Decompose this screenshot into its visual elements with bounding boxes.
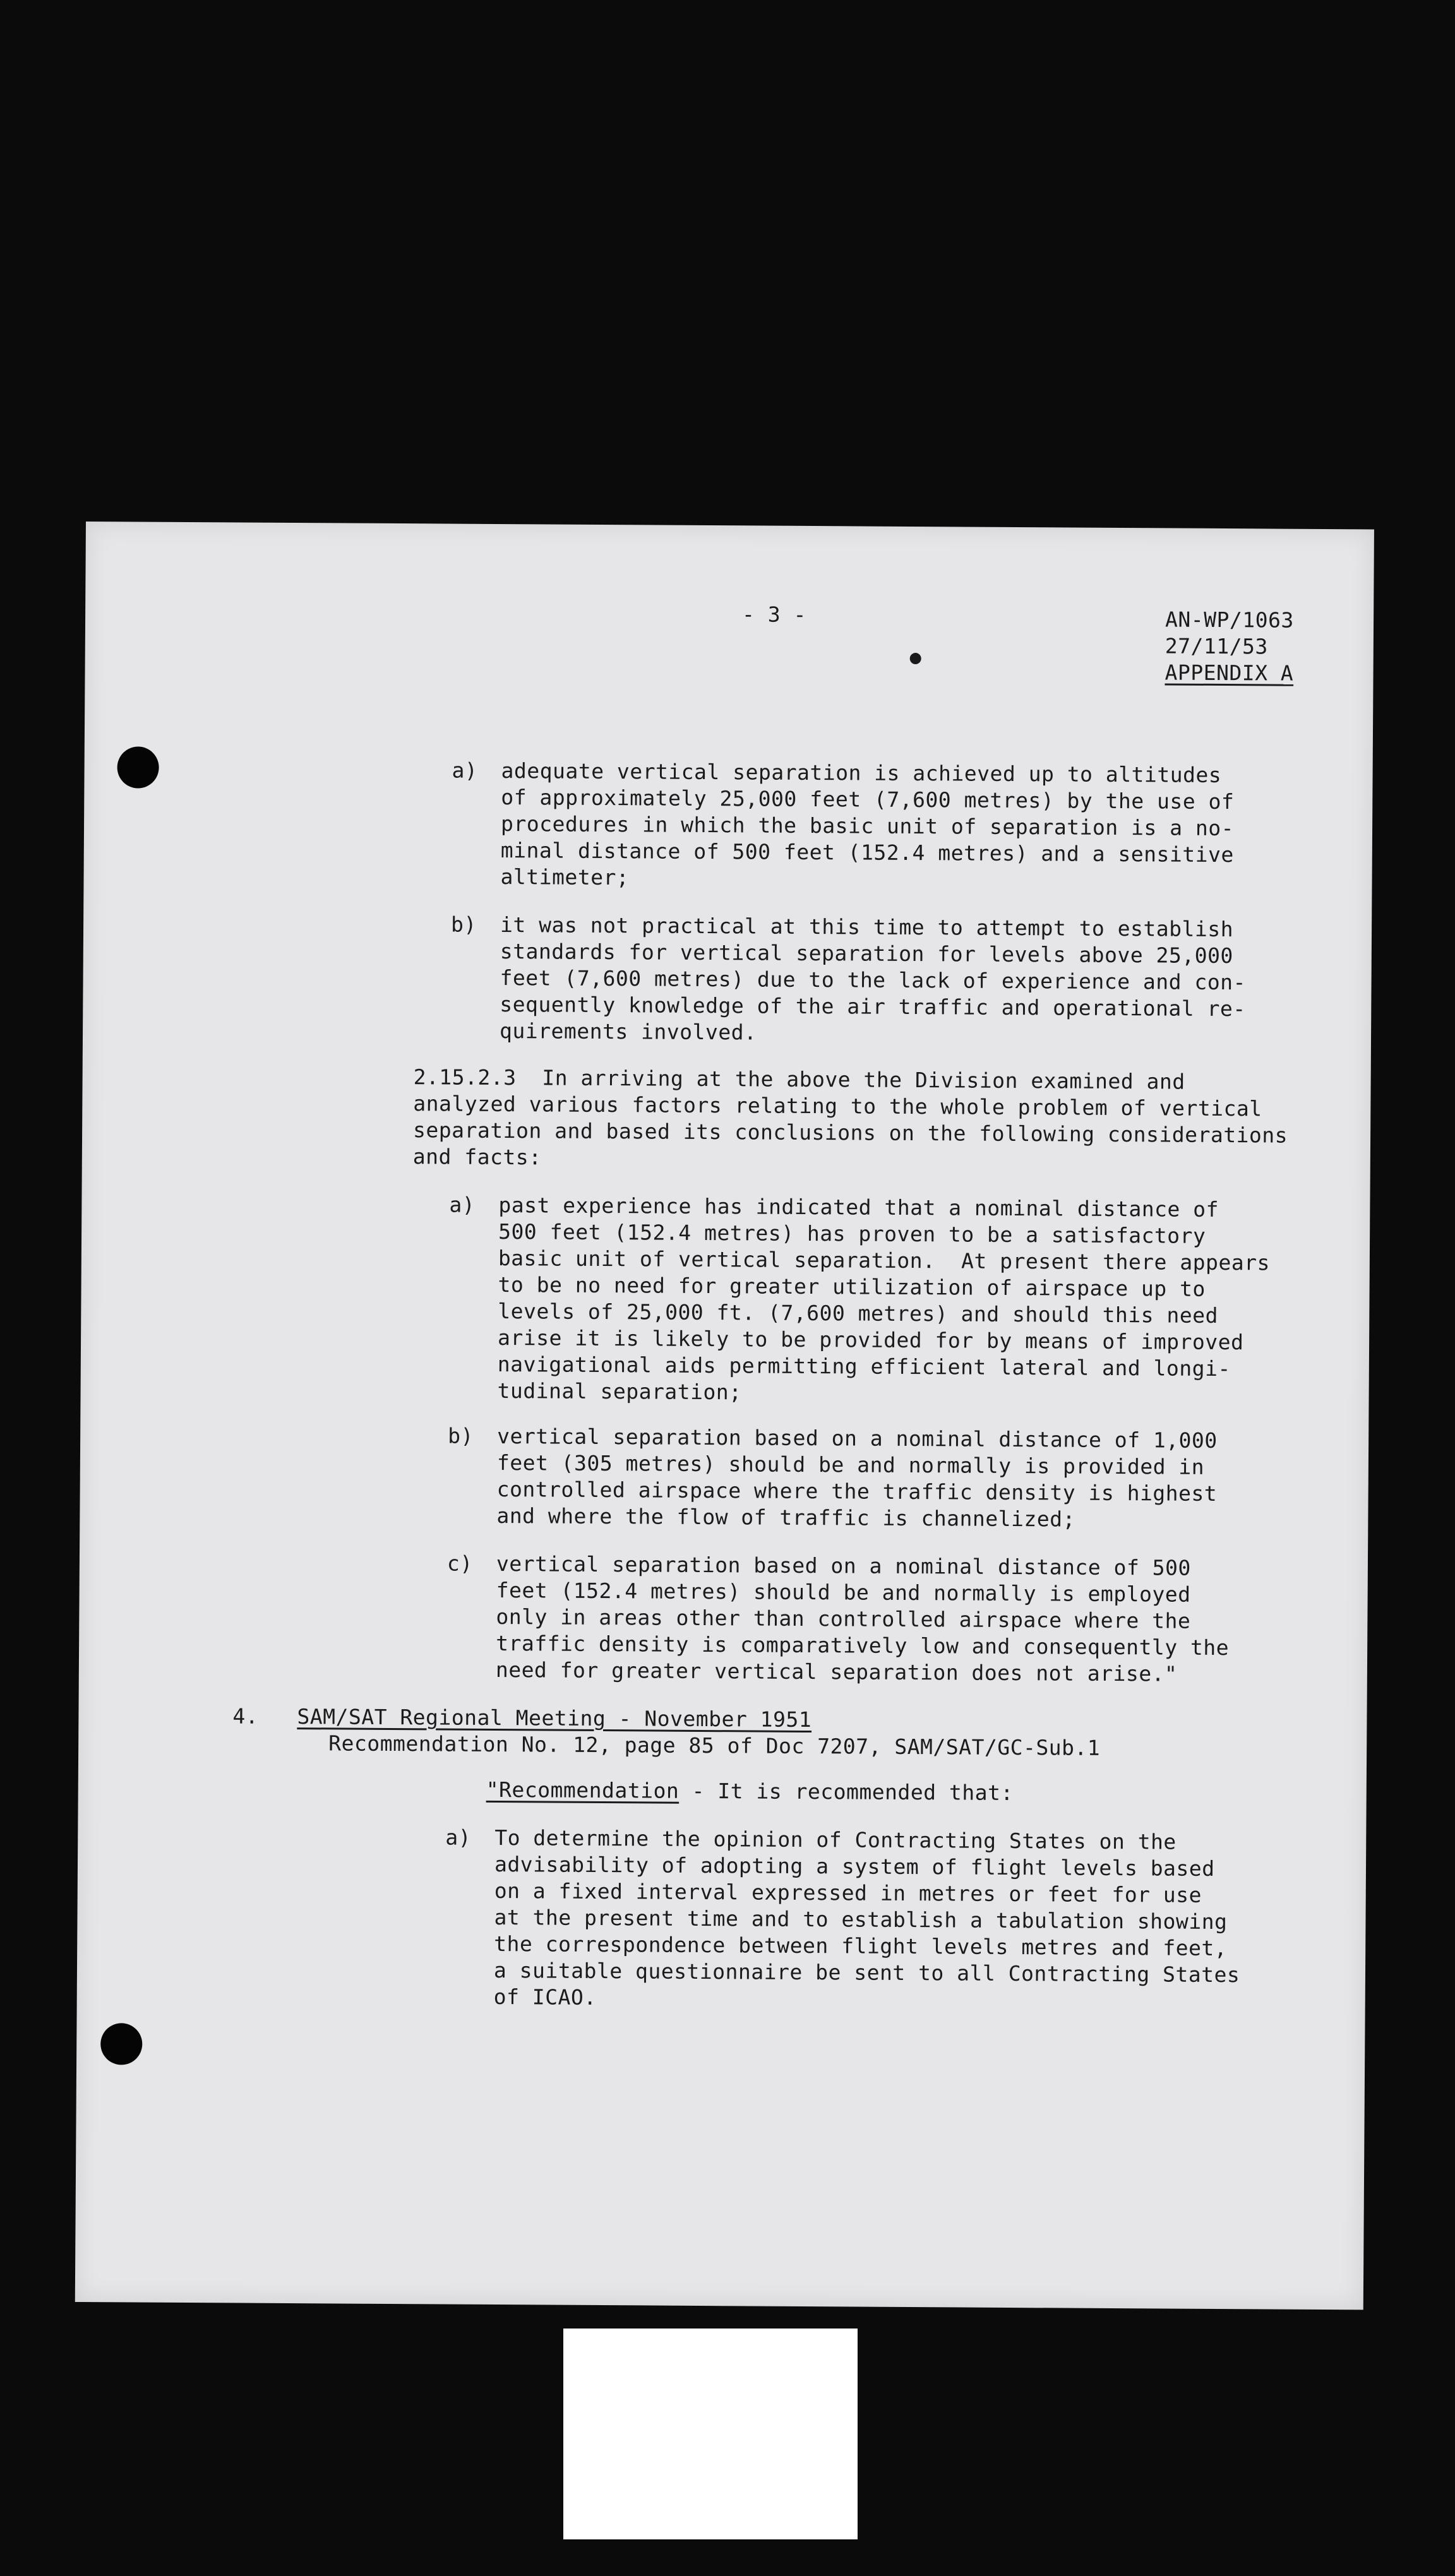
document-date: 27/11/53 — [1165, 633, 1268, 659]
paragraph-line: past experience has indicated that a nominal distance of — [498, 1193, 1219, 1222]
item-number: 4. — [232, 1703, 259, 1729]
blank-label-card — [563, 2329, 858, 2539]
item-label: a) — [445, 1825, 472, 1850]
item-label: a) — [449, 1192, 476, 1217]
item-subheading: Recommendation No. 12, page 85 of Doc 7207, SAM/SAT/GC-Sub.1 — [328, 1731, 1101, 1760]
paragraph-line: quirements involved. — [499, 1018, 757, 1045]
page-number: - 3 - — [742, 602, 807, 627]
paragraph-line: only in areas other than controlled airspace where the — [496, 1604, 1191, 1633]
paragraph-line: traffic density is comparatively low and consequently the — [496, 1630, 1230, 1661]
item-label: b) — [448, 1423, 474, 1448]
document-reference: AN-WP/1063 — [1165, 607, 1294, 633]
paragraph-line: basic unit of vertical separation. At present there appears — [498, 1246, 1271, 1275]
paragraph-line: arise it is likely to be provided for by means of improved — [497, 1325, 1244, 1355]
punch-hole-bottom — [100, 2023, 142, 2065]
paragraph-line: a suitable questionnaire be sent to all Contracting States — [493, 1957, 1240, 1988]
paragraph-line: at the present time and to establish a tabulation showing — [494, 1904, 1228, 1935]
document-page — [75, 522, 1374, 2310]
item-label: a) — [452, 758, 478, 783]
paragraph-line: procedures in which the basic unit of separation is a no- — [500, 811, 1235, 841]
paragraph-line: vertical separation based on a nominal distance of 500 — [496, 1551, 1191, 1580]
paragraph-line: tudinal separation; — [497, 1378, 742, 1405]
paragraph-line: controlled airspace where the traffic density is highest — [496, 1477, 1218, 1506]
paragraph-line: vertical separation based on a nominal distance of 1,000 — [497, 1424, 1218, 1453]
paragraph-line: feet (305 metres) should be and normally is provided in — [496, 1450, 1205, 1479]
paragraph-line: to be no need for greater utilization of airspace up to — [498, 1272, 1206, 1301]
paragraph-line: of approximately 25,000 feet (7,600 metres) by the use of — [501, 785, 1235, 814]
paragraph-line: and where the flow of traffic is channelized; — [496, 1503, 1076, 1532]
item-label: c) — [446, 1551, 473, 1576]
paragraph-line: standards for vertical separation for levels above 25,000 — [500, 939, 1233, 969]
item-label: b) — [450, 912, 477, 937]
paragraph-line: feet (7,600 metres) due to the lack of experience and con- — [500, 965, 1247, 995]
paragraph-line: minal distance of 500 feet (152.4 metres) and a sensitive — [500, 838, 1234, 868]
paragraph-line: of ICAO. — [493, 1984, 597, 2010]
recommendation-rest: - It is recommended that: — [679, 1778, 1014, 1806]
paragraph-line: sequently knowledge of the air traffic and operational re- — [500, 992, 1246, 1022]
paragraph-line: levels of 25,000 ft. (7,600 metres) and should this need — [498, 1299, 1219, 1328]
paragraph-line: need for greater vertical separation does not arise." — [495, 1657, 1178, 1686]
paragraph-line: navigational aids permitting efficient lateral and longi- — [497, 1352, 1231, 1381]
paragraph-line: analyzed various factors relating to the whole problem of vertical — [413, 1091, 1262, 1121]
appendix-label: APPENDIX A — [1165, 660, 1294, 686]
paragraph-line: 2.15.2.3 In arriving at the above the Division examined and — [413, 1064, 1185, 1094]
recommendation-intro — [486, 1777, 1014, 1806]
paragraph-line: To determine the opinion of Contracting States on the — [494, 1825, 1177, 1854]
paragraph-line: and facts: — [412, 1144, 542, 1170]
ink-speck — [910, 653, 921, 664]
paragraph-line: separation and based its conclusions on the following considerations — [413, 1118, 1288, 1148]
paragraph-line: adequate vertical separation is achieved up to altitudes — [501, 758, 1222, 787]
paragraph-line: feet (152.4 metres) should be and normally is employed — [496, 1578, 1191, 1607]
recommendation-label: "Recommendation — [486, 1777, 680, 1803]
paragraph-line: on a fixed interval expressed in metres or feet for use — [494, 1878, 1202, 1907]
punch-hole-top — [117, 746, 159, 788]
item-heading: SAM/SAT Regional Meeting - November 1951 — [297, 1704, 812, 1732]
paragraph-line: 500 feet (152.4 metres) has proven to be a satisfactory — [498, 1219, 1206, 1248]
paragraph-line: altimeter; — [500, 864, 630, 890]
paragraph-line: it was not practical at this time to attempt to establish — [500, 912, 1234, 942]
paragraph-line: advisability of adopting a system of flight levels based — [494, 1851, 1215, 1881]
paragraph-line: the correspondence between flight levels metres and feet, — [494, 1931, 1228, 1961]
